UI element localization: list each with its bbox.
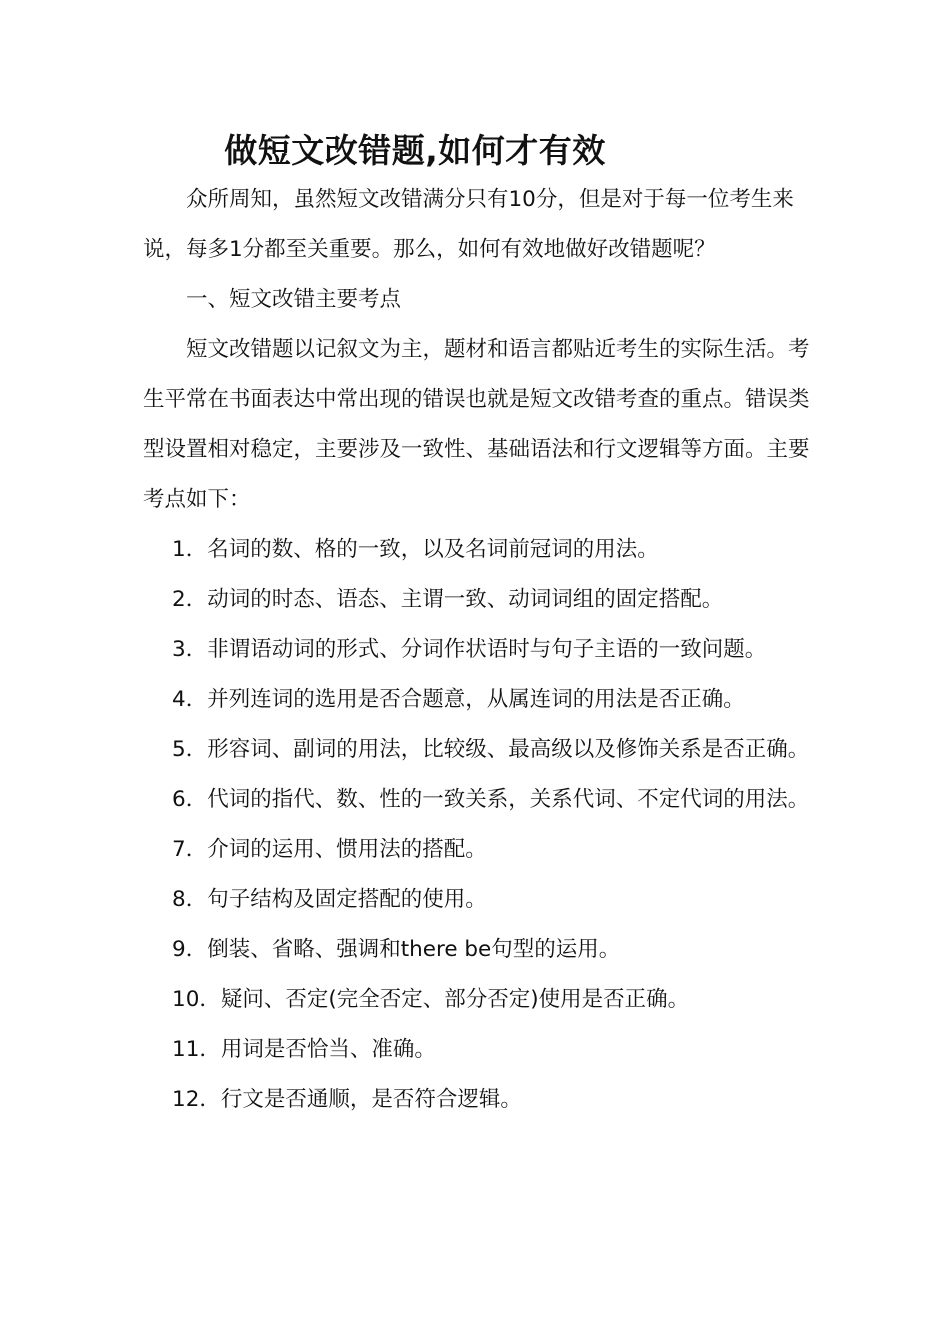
point-item: 9．倒装、省略、强调和there be句型的运用。 — [172, 937, 621, 962]
body-paragraph: 短文改错题以记叙文为主，题材和语言都贴近考生的实际生活。考生平常在书面表达中常出现的错误也就是短文改错考查的重点。错误类型设置相对稳定，主要涉及一致性、基础语法和行文逻辑等方面。主要考点如下： — [143, 337, 810, 512]
document-body — [143, 175, 823, 1125]
point-item: 10．疑问、否定(完全否定、部分否定)使用是否正确。 — [172, 987, 690, 1012]
point-item: 11．用词是否恰当、准确。 — [172, 1037, 436, 1062]
section-heading: 一、短文改错主要考点 — [186, 287, 402, 312]
point-item: 4．并列连词的选用是否合题意，从属连词的用法是否正确。 — [172, 687, 745, 712]
point-item: 1．名词的数、格的一致，以及名词前冠词的用法。 — [172, 537, 659, 562]
point-item: 5．形容词、副词的用法，比较级、最高级以及修饰关系是否正确。 — [172, 737, 810, 762]
intro-paragraph: 众所周知，虽然短文改错满分只有10分，但是对于每一位考生来说，每多1分都至关重要。那么，如何有效地做好改错题呢？ — [143, 187, 794, 262]
document-title: 做短文改错题,如何才有效 — [224, 131, 606, 170]
point-item: 2．动词的时态、语态、主谓一致、动词词组的固定搭配。 — [172, 587, 724, 612]
point-item: 6．代词的指代、数、性的一致关系，关系代词、不定代词的用法。 — [172, 787, 810, 812]
point-item: 8．句子结构及固定搭配的使用。 — [172, 887, 487, 912]
point-item: 7．介词的运用、惯用法的搭配。 — [172, 837, 487, 862]
point-item: 12．行文是否通顺，是否符合逻辑。 — [172, 1087, 522, 1112]
point-item: 3．非谓语动词的形式、分词作状语时与句子主语的一致问题。 — [172, 637, 767, 662]
